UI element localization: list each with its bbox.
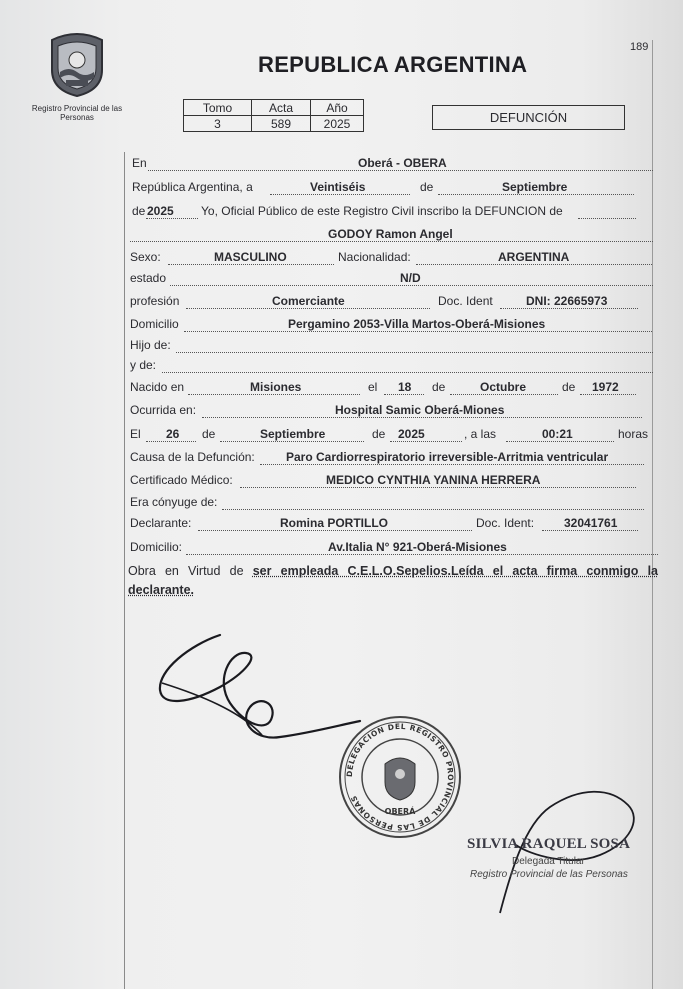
row-certificado <box>130 473 653 493</box>
obra-prefix: Obra en Virtud de <box>128 564 244 578</box>
row-y-de <box>130 358 653 378</box>
row-causa <box>130 450 653 470</box>
day-words-value: Veintiséis <box>310 180 366 194</box>
death-year-value: 2025 <box>398 427 425 441</box>
nacionalidad-value: ARGENTINA <box>498 250 570 264</box>
causa-label: Causa de la Defunción: <box>130 450 255 464</box>
row-profesion-doc <box>130 294 653 314</box>
row-conyuge <box>130 495 653 515</box>
doc2-value: 32041761 <box>564 516 618 530</box>
tomo-value: 3 <box>184 116 252 132</box>
causa-value: Paro Cardiorrespiratorio irreversible-Arritmia ventricular <box>286 450 609 464</box>
acta-header: Acta <box>252 100 311 116</box>
declarante-label: Declarante: <box>130 516 192 530</box>
domicilio2-value: Av.Italia N° 921-Oberá-Misiones <box>328 540 507 554</box>
official-role: Delegada Titular <box>512 856 585 867</box>
de-label: de <box>420 180 434 194</box>
anio-value: 2025 <box>311 116 364 132</box>
doc2-label: Doc. Ident: <box>476 516 535 530</box>
estado-label: estado <box>130 271 167 285</box>
row-domicilio-declarante <box>130 540 653 560</box>
alas-label: , a las <box>464 427 497 441</box>
stamp-ring-text: DELEGACION DEL REGISTRO PROVINCIAL DE LAS PERSONAS <box>344 721 456 833</box>
domicilio-label: Domicilio <box>130 317 179 331</box>
death-day-value: 26 <box>166 427 180 441</box>
ocurrida-label: Ocurrida en: <box>130 403 197 417</box>
de-label-3: de <box>432 380 446 394</box>
horas-label: horas <box>618 427 649 441</box>
row-ocurrida <box>130 403 653 423</box>
record-type-box: DEFUNCIÓN <box>432 105 625 130</box>
month-value: Septiembre <box>502 180 568 194</box>
de-label-4: de <box>562 380 576 394</box>
misiones-coat-of-arms-logo <box>44 30 110 98</box>
anio-header: Año <box>311 100 364 116</box>
nacionalidad-label: Nacionalidad: <box>338 250 411 264</box>
row-estado <box>130 271 653 291</box>
obra-text: ser empleada C.E.L.O.Sepelios.Leída el acta firma conmigo la declarante. <box>128 564 658 597</box>
official-stamp <box>335 712 465 842</box>
registry-table <box>183 99 364 132</box>
declarante-value: Romina PORTILLO <box>280 516 388 530</box>
row-deceased-name <box>130 227 653 247</box>
birth-month-value: Octubre <box>480 380 527 394</box>
year-value: 2025 <box>147 204 174 218</box>
row-place <box>130 156 653 176</box>
official-organization: Registro Provincial de las Personas <box>470 869 628 880</box>
estado-value: N/D <box>400 271 421 285</box>
republica-label: República Argentina, a <box>132 180 253 194</box>
sexo-label: Sexo: <box>130 250 161 264</box>
de-label-5: de <box>202 427 216 441</box>
death-time-value: 00:21 <box>542 427 573 441</box>
document-title: REPUBLICA ARGENTINA <box>258 52 528 77</box>
page-number: 189 <box>630 41 649 53</box>
row-declarante <box>130 516 653 536</box>
row-hijo-de <box>130 338 653 358</box>
doc-value: DNI: 22665973 <box>526 294 608 308</box>
nacido-en-value: Misiones <box>250 380 302 394</box>
row-date <box>130 180 653 200</box>
profesion-label: profesión <box>130 294 180 308</box>
stamp-center-text: OBERÁ <box>384 807 416 816</box>
el2-label: El <box>130 427 141 441</box>
domicilio2-label: Domicilio: <box>130 540 183 554</box>
hijo-label: Hijo de: <box>130 338 171 352</box>
row-domicilio <box>130 317 653 337</box>
nacido-label: Nacido en <box>130 380 185 394</box>
yde-label: y de: <box>130 358 157 372</box>
sexo-value: MASCULINO <box>214 250 287 264</box>
obra-paragraph <box>128 562 658 600</box>
profesion-value: Comerciante <box>272 294 345 308</box>
deceased-name-value: GODOY Ramon Angel <box>328 227 453 241</box>
ocurrida-value: Hospital Samic Oberá-Miones <box>335 403 505 417</box>
doc-label: Doc. Ident <box>438 294 493 308</box>
row-intro <box>130 204 653 224</box>
tomo-header: Tomo <box>184 100 252 116</box>
birth-year-value: 1972 <box>592 380 619 394</box>
en-label: En <box>132 156 147 170</box>
official-name: SILVIA RAQUEL SOSA <box>467 836 631 852</box>
official-signature <box>460 785 650 925</box>
el-label: el <box>368 380 378 394</box>
domicilio-value: Pergamino 2053-Villa Martos-Oberá-Misiones <box>288 317 546 331</box>
row-nacido <box>130 380 653 400</box>
intro-text: Yo, Oficial Público de este Registro Civil inscribo la DEFUNCION de <box>201 204 563 218</box>
birth-day-value: 18 <box>398 380 412 394</box>
certificado-label: Certificado Médico: <box>130 473 233 487</box>
certificado-value: MEDICO CYNTHIA YANINA HERRERA <box>326 473 541 487</box>
de-label-2: de <box>132 204 146 218</box>
acta-value: 589 <box>252 116 311 132</box>
de-label-6: de <box>372 427 386 441</box>
logo-caption: Registro Provincial de las Personas <box>31 104 123 122</box>
left-margin-line <box>124 152 125 989</box>
row-death-date <box>130 427 653 447</box>
place-value: Oberá - OBERA <box>358 156 447 170</box>
row-sex-nationality <box>130 250 653 270</box>
conyuge-label: Era cónyuge de: <box>130 495 218 509</box>
death-month-value: Septiembre <box>260 427 326 441</box>
